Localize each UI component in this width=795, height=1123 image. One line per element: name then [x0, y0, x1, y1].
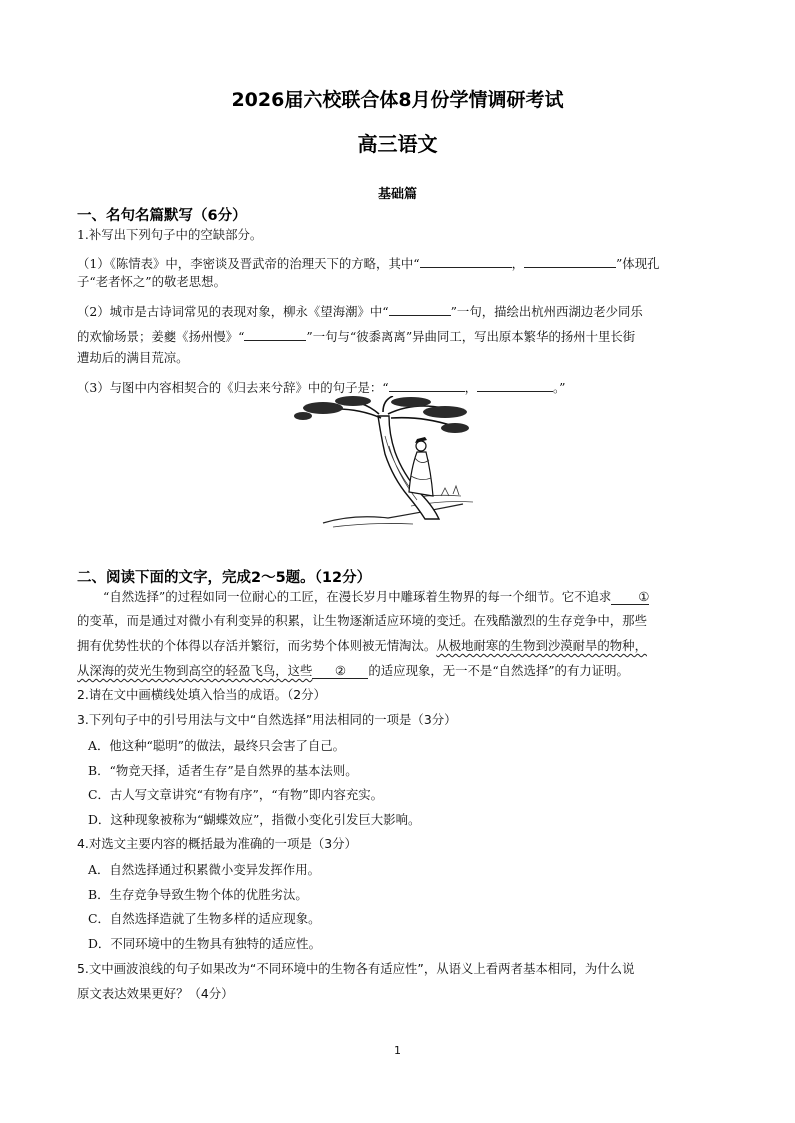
q3-option-c[interactable]: C．古人写文章讲究“有物有序”，“有物”即内容充实。 — [88, 787, 384, 802]
question-5-line1: 5.文中画波浪线的句子如果改为“不同环境中的生物各有适应性”，从语义上看两者基本相同，为什么说 — [77, 961, 635, 976]
part-heading: 基础篇 — [377, 187, 417, 202]
question-4: 4.对选文主要内容的概括最为准确的一项是（3分） — [77, 836, 357, 851]
answer-blank[interactable] — [389, 300, 451, 316]
passage-text-4b: 的适应现象，无一不是“自然选择”的有力证明。 — [368, 663, 629, 678]
q1-item2-text-b: ”一句，描绘出杭州西湖边老少同乐 — [450, 304, 643, 319]
q1-item2-line3: 遭劫后的满目荒凉。 — [77, 350, 189, 365]
passage-line4 — [77, 662, 629, 680]
q4-option-c[interactable]: C．自然选择造就了生物多样的适应现象。 — [88, 911, 321, 926]
q4-option-d[interactable]: D．不同环境中的生物具有独特的适应性。 — [88, 936, 321, 951]
exam-subject: 高三语文 — [357, 132, 438, 156]
passage-text: “自然选择”的过程如同一位耐心的工匠，在漫长岁月中雕琢着生物界的每一个细节。它不追求 — [103, 589, 612, 604]
q1-item1-comma: ， — [511, 256, 524, 271]
question-3: 3.下列句子中的引号用法与文中“自然选择”用法相同的一项是（3分） — [77, 712, 457, 727]
q3-option-a[interactable]: A．他这种“聪明”的做法，最终只会害了自己。 — [88, 738, 346, 753]
answer-blank[interactable] — [477, 376, 553, 392]
section1-heading: 一、名句名篇默写（6分） — [77, 208, 247, 224]
answer-blank[interactable] — [524, 252, 616, 268]
q1-item2-text: （2）城市是古诗词常见的表现对象，柳永《望海潮》中“ — [77, 304, 389, 319]
q3-option-d[interactable]: D．这种现象被称为“蝴蝶效应”，指微小变化引发巨大影响。 — [88, 812, 421, 827]
answer-blank[interactable] — [389, 376, 465, 392]
q4-option-a[interactable]: A．自然选择通过积累微小变异发挥作用。 — [88, 862, 320, 877]
q1-item1-text: （1）《陈情表》中，李密谈及晋武帝的治理天下的方略，其中“ — [77, 256, 420, 271]
q1-item1-line2: 子“老者怀之”的敬老思想。 — [77, 274, 226, 289]
question-2: 2.请在文中画横线处填入恰当的成语。（2分） — [77, 687, 326, 702]
wavy-underlined-sentence-cont: 从深海的荧光生物到高空的轻盈飞鸟，这些 — [77, 663, 313, 678]
q1-item2-line2 — [77, 325, 635, 346]
answer-blank[interactable] — [420, 252, 512, 268]
passage-text-3a: 拥有优势性状的个体得以存活并繁衍，而劣势个体则被无情淘汰。 — [77, 638, 437, 653]
answer-blank-2[interactable]: ② — [312, 663, 368, 679]
q1-item3-line — [77, 376, 566, 397]
q1-intro: 1.补写出下列句子中的空缺部分。 — [77, 227, 263, 242]
wavy-underlined-sentence: 从极地耐寒的生物到沙漠耐旱的物种， — [436, 638, 647, 653]
passage-line1 — [103, 588, 649, 606]
q3-option-b[interactable]: B．“物竞天择，适者生存”是自然界的基本法则。 — [88, 763, 358, 778]
answer-blank[interactable] — [244, 325, 306, 341]
q1-item3-text: （3）与图中内容相契合的《归去来兮辞》中的句子是：“ — [77, 380, 389, 395]
passage-line2: 的变革，而是通过对微小有利变异的积累，让生物逐渐适应环境的变迁。在残酷激烈的生存竞争中，那些 — [77, 613, 647, 628]
q1-item1-text-end: ”体现孔 — [615, 256, 660, 271]
section2-heading: 二、阅读下面的文字，完成2～5题。（12分） — [77, 570, 372, 586]
q1-item1-line1 — [77, 252, 659, 273]
q1-item2-line1 — [77, 300, 643, 321]
q1-item3-text-end: 。” — [552, 380, 566, 395]
q1-item2-text-d: ”一句与“彼黍离离”异曲同工，写出原本繁华的扬州十里长街 — [306, 329, 636, 344]
q4-option-b[interactable]: B．生存竞争导致生物个体的优胜劣汰。 — [88, 887, 308, 902]
answer-blank-1[interactable]: ① — [611, 589, 649, 605]
q1-item3-comma: ， — [464, 380, 477, 395]
question-5-line2: 原文表达效果更好？（4分） — [77, 986, 234, 1001]
exam-title: 2026届六校联合体8月份学情调研考试 — [231, 89, 564, 111]
tree-and-scholar-icon — [293, 396, 480, 530]
page-number: 1 — [394, 1044, 401, 1057]
passage-line3 — [77, 637, 647, 655]
q1-item2-text-c: 的欢愉场景；姜夔《扬州慢》“ — [77, 329, 245, 344]
